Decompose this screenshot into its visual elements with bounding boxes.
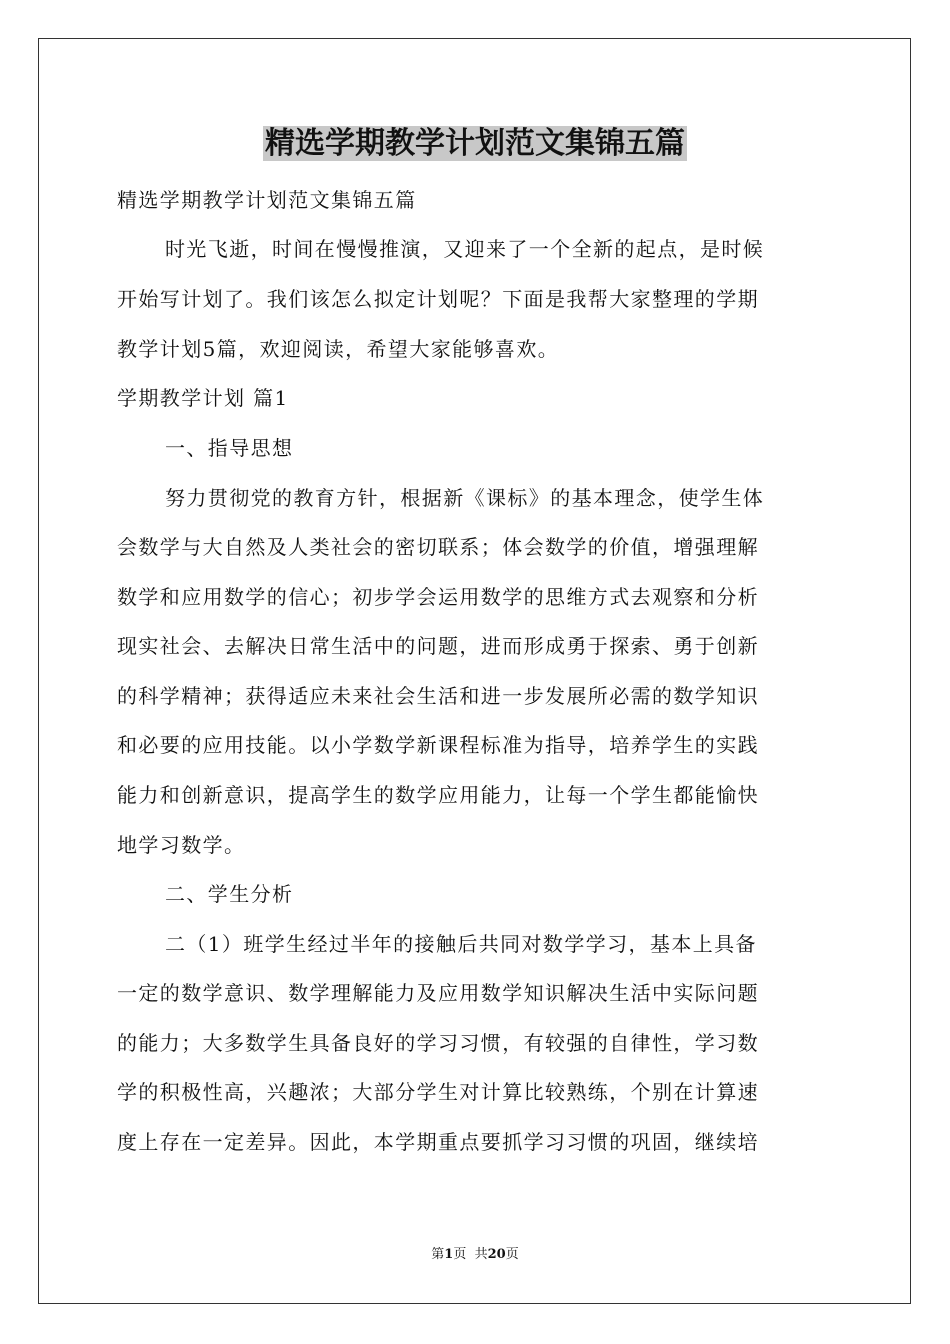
paragraph-line: 教学计划5篇，欢迎阅读，希望大家能够喜欢。 bbox=[117, 337, 560, 361]
subsection-heading: 一、指导思想 bbox=[165, 436, 294, 460]
paragraph-line: 现实社会、去解决日常生活中的问题，进而形成勇于探索、勇于创新 bbox=[117, 634, 759, 658]
paragraph-line: 度上存在一定差异。因此，本学期重点要抓学习习惯的巩固，继续培 bbox=[117, 1130, 759, 1154]
subtitle-line: 精选学期教学计划范文集锦五篇 bbox=[117, 188, 417, 212]
paragraph-line: 的科学精神；获得适应未来社会生活和进一步发展所必需的数学知识 bbox=[117, 684, 759, 708]
footer-middle: 页 共 bbox=[453, 1247, 488, 1262]
paragraph-line: 会数学与大自然及人类社会的密切联系；体会数学的价值，增强理解 bbox=[117, 535, 759, 559]
paragraph-line: 一定的数学意识、数学理解能力及应用数学知识解决生活中实际问题 bbox=[117, 981, 759, 1005]
page-footer bbox=[0, 1246, 950, 1264]
paragraph-line: 数学和应用数学的信心；初步学会运用数学的思维方式去观察和分析 bbox=[117, 585, 759, 609]
paragraph-line: 二（1）班学生经过半年的接触后共同对数学学习，基本上具备 bbox=[165, 932, 757, 956]
document-title-text: 精选学期教学计划范文集锦五篇 bbox=[265, 126, 685, 161]
paragraph-line: 开始写计划了。我们该怎么拟定计划呢？下面是我帮大家整理的学期 bbox=[117, 287, 759, 311]
paragraph-line: 地学习数学。 bbox=[117, 833, 246, 857]
paragraph-line: 的能力；大多数学生具备良好的学习习惯，有较强的自律性，学习数 bbox=[117, 1031, 759, 1055]
section-heading: 学期教学计划 篇1 bbox=[117, 386, 289, 410]
paragraph-line: 学的积极性高，兴趣浓；大部分学生对计算比较熟练，个别在计算速 bbox=[117, 1080, 759, 1104]
page-border bbox=[38, 38, 911, 1304]
footer-prefix: 第 bbox=[431, 1247, 445, 1262]
subsection-heading: 二、学生分析 bbox=[165, 882, 294, 906]
paragraph-line: 时光飞逝，时间在慢慢推演，又迎来了一个全新的起点，是时候 bbox=[165, 237, 765, 261]
paragraph-line: 能力和创新意识，提高学生的数学应用能力，让每一个学生都能愉快 bbox=[117, 783, 759, 807]
footer-suffix: 页 bbox=[505, 1247, 519, 1262]
footer-page-number: 1 bbox=[444, 1247, 454, 1262]
document-title bbox=[0, 124, 950, 164]
paragraph-line: 努力贯彻党的教育方针，根据新《课标》的基本理念，使学生体 bbox=[165, 486, 765, 510]
footer-total-pages: 20 bbox=[487, 1247, 506, 1262]
paragraph-line: 和必要的应用技能。以小学数学新课程标准为指导，培养学生的实践 bbox=[117, 733, 759, 757]
